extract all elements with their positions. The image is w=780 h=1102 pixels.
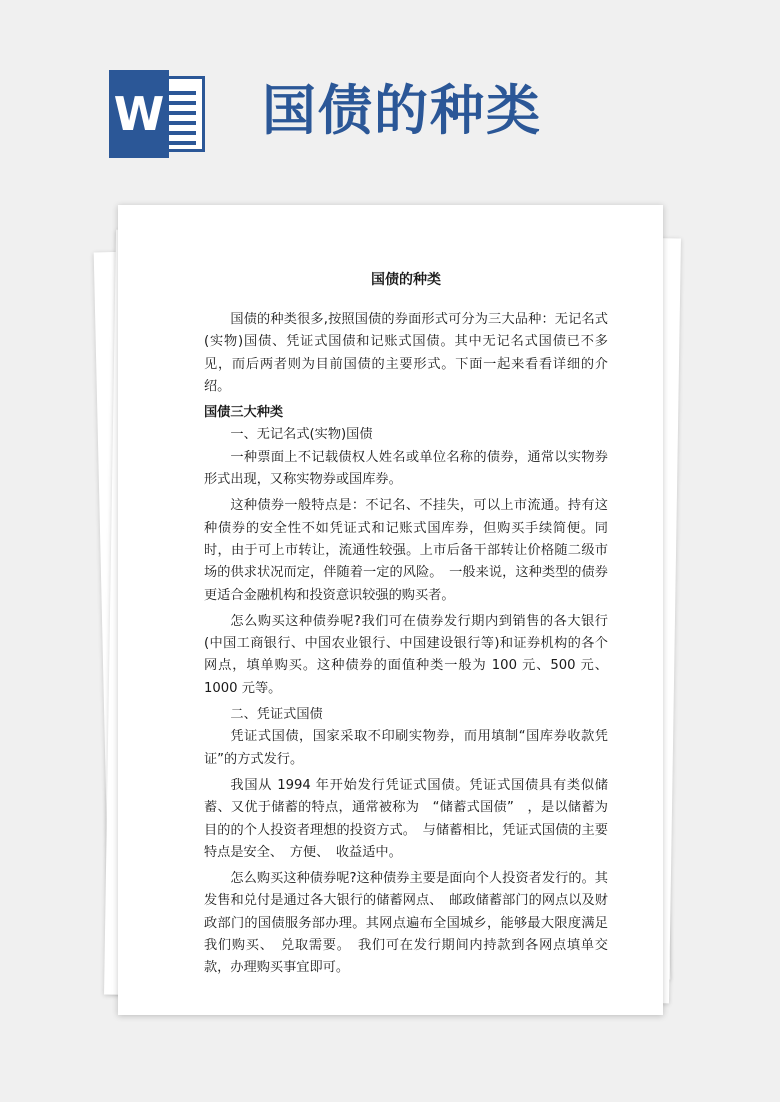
section1-heading: 一、无记名式(实物)国债	[230, 427, 373, 443]
word-icon-letter: W	[109, 70, 169, 158]
main-title: 国债的种类	[262, 79, 542, 142]
header	[0, 0, 780, 200]
section1-paragraph-2: 这种债券一般特点是：不记名、不挂失，可以上市流通。持有这种债券的安全性不如凭证式和记账式国库券，但购买手续简便。同时，由于可上市转让，流通性较强。上市后备干部转让价格随二级市场的供求状况而定，伴随着一定的风险。 一般来说，这种类型的债券更适合金融机构和投资意识较强的购买者。	[204, 498, 608, 603]
section2-paragraph-3: 怎么购买这种债券呢?这种债券主要是面向个人投资者发行的。其发售和兑付是通过各大银行的储蓄网点、 邮政储蓄部门的网点以及财政部门的国债服务部办理。其网点遍布全国城乡，能够最大限度满足我们购买、 兑取需要。 我们可在发行期间内持款到各网点填单交款，办理购买事宜即可。	[204, 871, 608, 976]
intro-paragraph: 国债的种类很多,按照国债的券面形式可分为三大品种：无记名式(实物)国债、凭证式国债和记账式国债。其中无记名式国债已不多见，而后两者则为目前国债的主要形式。下面一起来看看详细的介绍。	[204, 312, 608, 394]
section2-heading: 二、凭证式国债	[230, 707, 323, 723]
subheading: 国债三大种类	[204, 405, 284, 421]
section2-paragraph-2: 我国从 1994 年开始发行凭证式国债。凭证式国债具有类似储蓄、又优于储蓄的特点，通常被称为 “储蓄式国债” ，是以储蓄为目的的个人投资者理想的投资方式。 与储蓄相比，凭证式国债的主要特点是安全、 方便、 收益适中。	[204, 777, 608, 860]
section1-paragraph-3: 怎么购买这种债券呢?我们可在债券发行期内到销售的各大银行(中国工商银行、中国农业银行、中国建设银行等)和证券机构的各个网点，填单购买。这种债券的面值种类一般为 100 元、500 元、1000 元等。	[204, 613, 608, 696]
document-title: 国债的种类	[371, 272, 441, 288]
section1-paragraph-1: 一种票面上不记载债权人姓名或单位名称的债券，通常以实物券形式出现，又称实物券或国库券。	[204, 449, 608, 488]
document-body	[204, 269, 608, 984]
word-icon	[109, 70, 209, 158]
section2-paragraph-1: 凭证式国债，国家采取不印刷实物券，而用填制“国库券收款凭证”的方式发行。	[204, 729, 608, 767]
document-page	[118, 205, 663, 1015]
